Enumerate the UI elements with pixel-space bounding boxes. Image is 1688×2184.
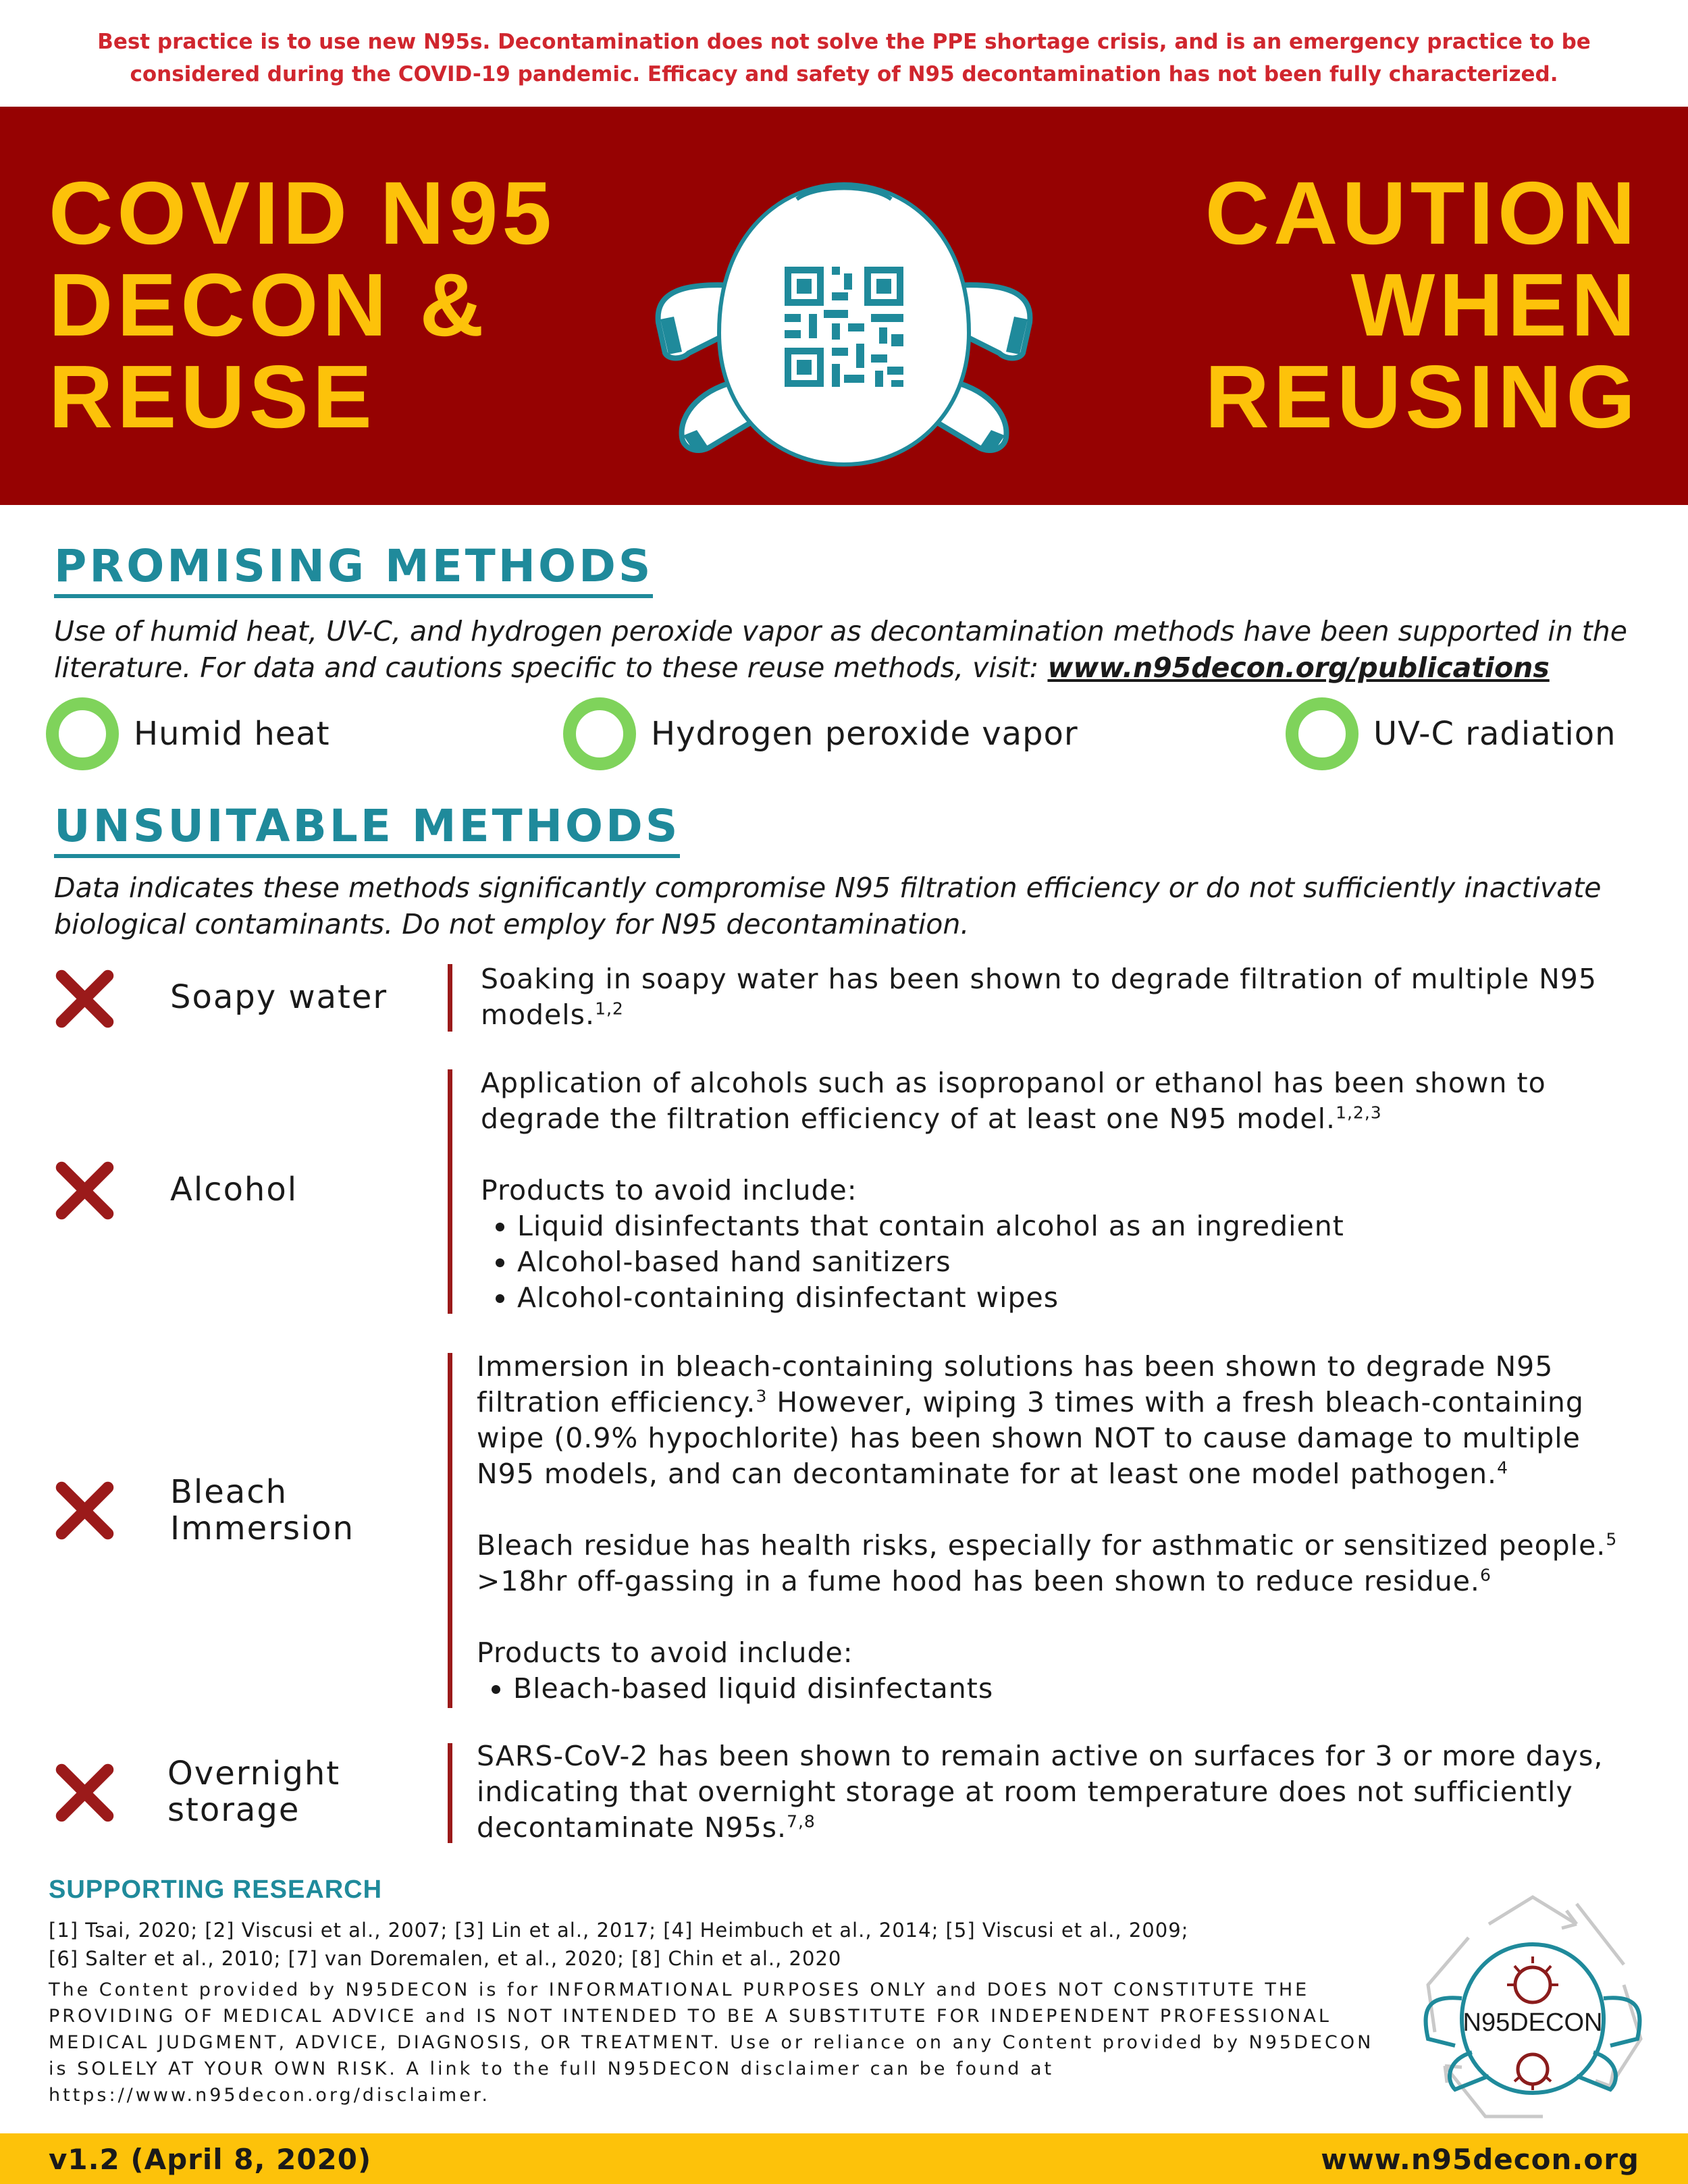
warning-line-2: considered during the COVID-19 pandemic. Efficacy and safety of N95 decontamination has not been fully characterized. <box>130 62 1558 86</box>
banner-right-line-3: REUSING <box>1205 347 1639 446</box>
row-label-soapy-water: Soapy water <box>170 978 388 1016</box>
bleach-desc-c: Bleach residue has health risks, especially for asthmatic or sensitized people. <box>477 1529 1606 1562</box>
alcohol-avoid-list <box>481 1208 1629 1316</box>
row-desc-bleach <box>477 1349 1625 1707</box>
list-item: • Liquid disinfectants that contain alcohol as an ingredient <box>517 1208 1629 1244</box>
bleach-citation-c: 5 <box>1606 1529 1618 1549</box>
bleach-citation-b: 4 <box>1497 1458 1508 1478</box>
overnight-label-line-1: Overnight <box>167 1755 341 1792</box>
unsuitable-methods-title: UNSUITABLE METHODS <box>54 800 680 858</box>
soapy-citation: 1,2 <box>595 998 624 1019</box>
row-divider <box>448 1743 452 1843</box>
list-item: • Bleach-based liquid disinfectants <box>513 1671 1625 1707</box>
unsuitable-methods-intro: Data indicates these methods significantly compromise N95 filtration efficiency or do not sufficiently inactivate biological contaminants. Do not employ for N95 decontamination. <box>54 872 1602 940</box>
recycle-mask-logo-icon <box>1408 1884 1658 2133</box>
banner-right-line-1: CAUTION <box>1205 163 1639 263</box>
bleach-citation-d: 6 <box>1479 1565 1492 1585</box>
banner-title-left <box>49 163 556 446</box>
method-label: UV-C radiation <box>1373 715 1616 753</box>
bleach-label-line-2: Immersion <box>170 1510 355 1547</box>
soapy-desc-text: Soaking in soapy water has been shown to degrade filtration of multiple N95 models. <box>481 963 1597 1031</box>
banner-title-right <box>1205 163 1639 446</box>
method-label: Humid heat <box>134 715 330 753</box>
method-hydrogen-peroxide <box>563 697 1078 771</box>
row-label-bleach-immersion <box>170 1474 354 1547</box>
row-desc-overnight <box>477 1738 1625 1846</box>
green-circle-icon <box>563 697 636 770</box>
title-banner <box>0 107 1688 505</box>
list-item: • Alcohol-based hand sanitizers <box>517 1244 1629 1280</box>
overnight-desc-text: SARS-CoV-2 has been shown to remain active on surfaces for 3 or more days, indicating that overnight storage at room temperature does not sufficiently decontaminate N95s. <box>477 1740 1604 1844</box>
references-line-2: [6] Salter et al., 2010; [7] van Doremalen, et al., 2020; [8] Chin et al., 2020 <box>49 1947 842 1970</box>
row-divider <box>448 964 452 1032</box>
publications-link[interactable]: www.n95decon.org/publications <box>1047 651 1550 684</box>
disclaimer-text: The Content provided by N95DECON is for INFORMATIONAL PURPOSES ONLY and DOES NOT CONSTITUTE THE PROVIDING OF MEDICAL ADVICE and IS NOT INTENDED TO BE A SUBSTITUTE FOR INDEPENDENT PROFESSIONAL MEDICAL JUDGMENT, ADVICE, DIAGNOSIS, OR TREATMENT. Use or reliance on any Content provided by N95DECON is SOLELY AT YOUR OWN RISK. A link to the full N95DECON disclaimer can be found at https://www.n95decon.org/disclaimer. <box>49 1979 1374 2106</box>
alcohol-avoid-title: Products to avoid include: <box>481 1174 858 1206</box>
bleach-desc-a: Immersion in bleach-containing solutions has been shown to degrade N95 filtration efficiency. <box>477 1350 1554 1418</box>
red-x-icon <box>53 1761 117 1825</box>
bleach-desc-b: However, wiping 3 times with a fresh bleach-containing wipe (0.9% hypochlorite) has been shown NOT to cause damage to multiple N95 models, and can decontaminate for at least one model pathogen. <box>477 1386 1584 1490</box>
overnight-citation: 7,8 <box>787 1811 816 1832</box>
banner-left-line-2: DECON & <box>49 255 488 354</box>
references-line-1: [1] Tsai, 2020; [2] Viscusi et al., 2007; [3] Lin et al., 2017; [4] Heimbuch et al., 2014; [5] Viscusi et al., 2009; <box>49 1919 1189 1942</box>
top-warning <box>0 26 1688 90</box>
footer-bar <box>0 2133 1688 2184</box>
bleach-avoid-list <box>477 1671 1625 1707</box>
supporting-research-title: SUPPORTING RESEARCH <box>49 1875 383 1904</box>
row-desc-alcohol <box>481 1065 1629 1316</box>
version-label: v1.2 (April 8, 2020) <box>49 2143 372 2176</box>
row-label-overnight-storage <box>167 1755 340 1828</box>
promising-methods-intro <box>54 613 1634 686</box>
warning-line-1: Best practice is to use new N95s. Decontamination does not solve the PPE shortage crisis, and is an emergency practice to be <box>97 30 1591 54</box>
bleach-desc-d: >18hr off-gassing in a fume hood has been shown to reduce residue. <box>477 1565 1480 1597</box>
row-divider <box>448 1069 452 1314</box>
footer-website-link[interactable]: www.n95decon.org <box>1321 2143 1639 2176</box>
red-x-icon <box>53 1479 117 1543</box>
method-humid-heat <box>46 697 330 771</box>
overnight-label-line-2: storage <box>167 1791 300 1829</box>
bleach-citation-a: 3 <box>756 1386 768 1406</box>
method-label: Hydrogen peroxide vapor <box>651 715 1078 753</box>
n95-mask-qr-code-icon <box>641 157 1047 488</box>
red-x-icon <box>53 1158 117 1223</box>
row-divider <box>448 1353 452 1708</box>
green-circle-icon <box>1286 697 1359 770</box>
method-uvc-radiation <box>1286 697 1616 771</box>
alcohol-desc-text: Application of alcohols such as isopropanol or ethanol has been shown to degrade the filtration efficiency of at least one N95 model. <box>481 1067 1546 1135</box>
banner-left-line-1: COVID N95 <box>49 163 556 263</box>
red-x-icon <box>53 967 117 1031</box>
alcohol-citation: 1,2,3 <box>1336 1102 1382 1123</box>
n95decon-logo <box>1408 1884 1658 2133</box>
bleach-avoid-title: Products to avoid include: <box>477 1636 853 1669</box>
row-desc-soapy-water <box>481 961 1629 1033</box>
promising-intro-text: Use of humid heat, UV-C, and hydrogen peroxide vapor as decontamination methods have been supported in the literature. For data and cautions specific to these reuse methods, visit: <box>54 615 1627 684</box>
list-item: • Alcohol-containing disinfectant wipes <box>517 1280 1629 1316</box>
row-label-alcohol: Alcohol <box>170 1171 298 1208</box>
green-circle-icon <box>46 697 119 770</box>
banner-left-line-3: REUSE <box>49 347 376 446</box>
promising-methods-title: PROMISING METHODS <box>54 540 653 598</box>
bleach-label-line-1: Bleach <box>170 1473 288 1511</box>
logo-text: N95DECON <box>1462 2008 1603 2037</box>
references <box>49 1916 1399 1973</box>
banner-right-line-2: WHEN <box>1350 255 1639 354</box>
